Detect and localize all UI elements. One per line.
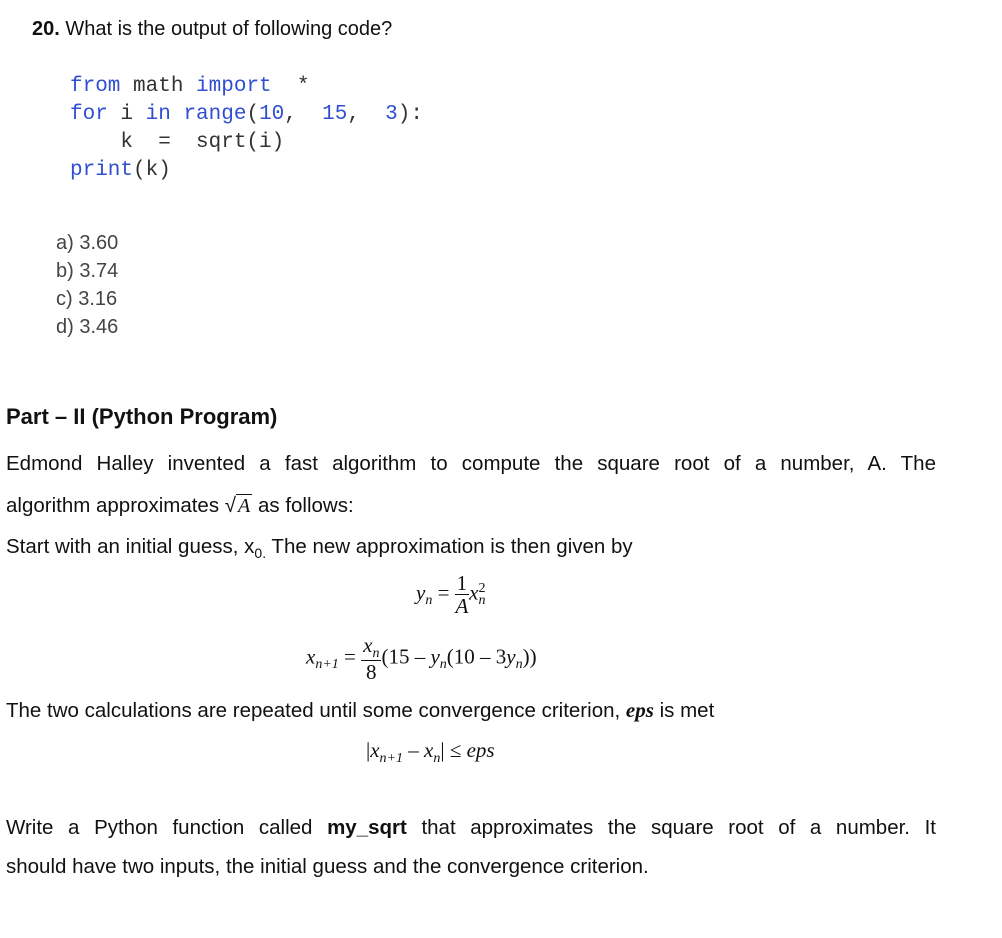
task-line-2: should have two inputs, the initial guess and the convergence criterion. [6, 855, 649, 878]
intro-line-2: algorithm approximates √ A as follows: [6, 494, 354, 517]
option-a: a) 3.60 [56, 232, 119, 254]
code-line-3: k = sqrt(i) [70, 131, 285, 154]
equation-xn1: $x_{n+1}$ = $\frac{x_n}{8}$ $(15 - y_n(10 - 3y_n))$ [306, 633, 537, 684]
fraction-xn-over-8: $\frac{x_n}{8}$ [363, 633, 380, 684]
intro-line-1: Edmond Halley invented a fast algorithm to compute the square root of a number, A. The [6, 452, 936, 475]
sqrt-radicand: A [238, 495, 251, 517]
option-d: d) 3.46 [56, 316, 119, 338]
code-line-2: for i in range(10, 15, 3): [70, 103, 423, 126]
option-b: b) 3.74 [56, 260, 119, 282]
code-line-4: print(k) [70, 159, 171, 182]
repeat-line: The two calculations are repeated until some convergence criterion, eps is met [6, 698, 715, 722]
option-c: c) 3.16 [56, 288, 118, 310]
question-text: What is the output of following code? [65, 18, 393, 40]
convergence-criterion: $|x_{n+1} - x_n|$ ≤ eps [366, 738, 495, 766]
part2-title: Part – II (Python Program) [6, 404, 278, 429]
code-line-1: from math import * [70, 75, 310, 98]
start-line: Start with an initial guess, $x_{0.}$ The new approximation is then given by [6, 535, 633, 561]
eps-term: eps [625, 698, 654, 722]
fraction-one-over-a: $\frac{1}{A}$ [455, 571, 469, 618]
task-line-1: Write a Python function called my_sqrt that approximates the square root of a number. It [6, 816, 936, 839]
question-number: 20. [32, 18, 60, 40]
function-name: my_sqrt [327, 816, 407, 839]
question-heading [32, 18, 392, 41]
sqrt-symbol: √ A [224, 494, 251, 517]
equation-yn: $y_n$ = $\frac{1}{A}$ x 2 n [416, 571, 486, 618]
